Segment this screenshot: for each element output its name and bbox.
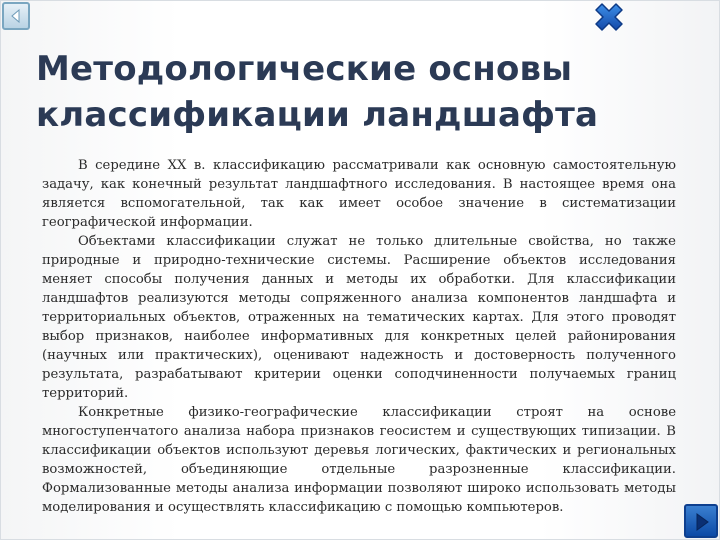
- slide-body: [42, 156, 676, 517]
- paragraph-1: В середине XX в. классификацию рассматривали как основную самостоятельную задачу, как конечный результат ландшафтного исследования. В настоящее время она является вспомогательной, так как имеет особое значение в систематизации географической информации.: [42, 158, 676, 230]
- close-button[interactable]: [592, 2, 626, 34]
- slide-title: [36, 46, 676, 138]
- title-line-2: классификации ландшафта: [36, 95, 599, 135]
- chevron-left-icon: [8, 8, 24, 24]
- back-button[interactable]: [2, 2, 30, 30]
- chevron-right-icon: [693, 512, 711, 532]
- paragraph-2: Объектами классификации служат не только длительные свойства, но также природные и природно-технические системы. Расширение объектов исследования меняет способы получения данных и методы их обработки. Для классификации ландшафтов реализуются методы сопряженного анализа компонентов ландшафта и территориальных объектов, отраженных на тематических картах. Для этого проводят выбор признаков, наиболее информативных для конкретных целей районирования (научных или практических), оценивают надежность и достоверность полученного результата, разрабатывают критерии оценки соподчиненности получаемых границ территорий.: [42, 234, 676, 401]
- title-line-1: Методологические основы: [36, 49, 573, 89]
- paragraph-3: Конкретные физико-географические классификации строят на основе многоступенчатого анализа набора признаков геосистем и существующих типизации. В классификации объектов используют деревья логических, фактических и региональных возможностей, объединяющие отдельные разрозненные классификации. Формализованные методы анализа информации позволяют широко использовать методы моделирования и осуществлять классификацию с помощью компьютеров.: [42, 405, 676, 515]
- next-button[interactable]: [684, 504, 718, 538]
- close-x-icon: [592, 2, 626, 34]
